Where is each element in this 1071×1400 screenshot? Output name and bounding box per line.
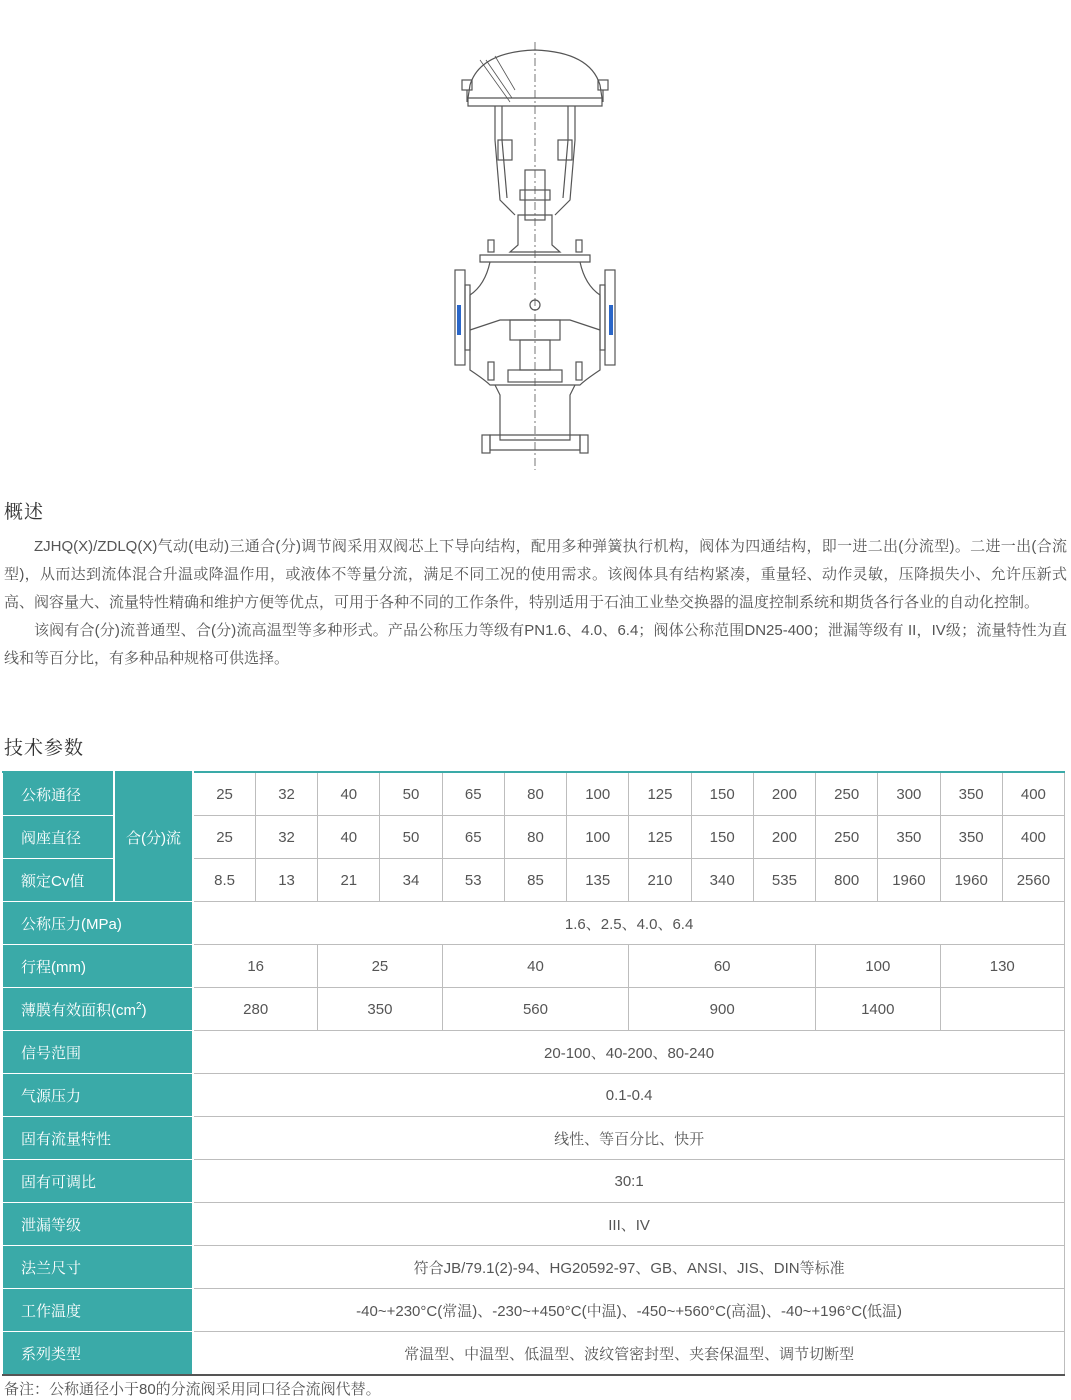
- label-diaphragm-end: ): [141, 1001, 147, 1019]
- label-seat-diameter: 阀座直径: [3, 816, 114, 859]
- value-nominal-dia: 350: [940, 772, 1002, 816]
- value-seat-dia: 250: [816, 816, 878, 859]
- value-nominal-dia: 125: [629, 772, 691, 816]
- value-seat-dia: 125: [629, 816, 691, 859]
- value-seat-dia: 400: [1002, 816, 1064, 859]
- value-stroke: 25: [318, 945, 442, 988]
- table-row: [3, 1332, 1065, 1376]
- table-row: [3, 1246, 1065, 1289]
- value-diaphragm: 1400: [816, 988, 940, 1031]
- value-cv: 21: [318, 859, 380, 902]
- value-leakage: III、IV: [193, 1203, 1064, 1246]
- value-seat-dia: 80: [504, 816, 566, 859]
- value-seat-dia: 200: [753, 816, 815, 859]
- value-cv: 2560: [1002, 859, 1064, 902]
- label-temp: 工作温度: [3, 1289, 194, 1332]
- value-nominal-dia: 50: [380, 772, 442, 816]
- table-row: [3, 1289, 1065, 1332]
- value-seat-dia: 100: [567, 816, 629, 859]
- value-nominal-dia: 150: [691, 772, 753, 816]
- value-seat-dia: 65: [442, 816, 504, 859]
- value-stroke: 130: [940, 945, 1064, 988]
- value-stroke: 60: [629, 945, 816, 988]
- overview-title: 概述: [4, 502, 45, 523]
- label-flange: 法兰尺寸: [3, 1246, 194, 1289]
- value-cv: 135: [567, 859, 629, 902]
- table-row: [3, 1160, 1065, 1203]
- table-row: [3, 772, 1065, 816]
- value-nominal-dia: 32: [255, 772, 317, 816]
- value-seat-dia: 350: [878, 816, 940, 859]
- value-nominal-dia: 400: [1002, 772, 1064, 816]
- value-flange: 符合JB/79.1(2)-94、HG20592-97、GB、ANSI、JIS、DIN等标准: [193, 1246, 1064, 1289]
- label-diaphragm-text: 薄膜有效面积(cm: [21, 1001, 136, 1019]
- label-pressure: 公称压力(MPa): [3, 902, 194, 945]
- label-signal: 信号范围: [3, 1031, 194, 1074]
- value-cv: 1960: [940, 859, 1002, 902]
- value-cv: 53: [442, 859, 504, 902]
- value-series: 常温型、中温型、低温型、波纹管密封型、夹套保温型、调节切断型: [193, 1332, 1064, 1376]
- value-seat-dia: 40: [318, 816, 380, 859]
- value-nominal-dia: 80: [504, 772, 566, 816]
- table-row: [3, 1031, 1065, 1074]
- table-row: [3, 1203, 1065, 1246]
- overview-paragraph-2: 该阀有合(分)流普通型、合(分)流高温型等多种形式。产品公称压力等级有PN1.6、4.0、6.4；阀体公称范围DN25-400；泄漏等级有 II，IV级；流量特性为直线和等百分比，有多种品种规格可供选择。: [4, 622, 1067, 667]
- value-diaphragm: [940, 988, 1064, 1031]
- label-nominal-diameter: 公称通径: [3, 772, 114, 816]
- value-nominal-dia: 200: [753, 772, 815, 816]
- value-cv: 535: [753, 859, 815, 902]
- label-air: 气源压力: [3, 1074, 194, 1117]
- table-row: [3, 1074, 1065, 1117]
- overview-paragraph-1: ZJHQ(X)/ZDLQ(X)气动(电动)三通合(分)调节阀采用双阀芯上下导向结构，配用多种弹簧执行机构，阀体为四通结构，即一进二出(分流型)。二进一出(合流型)，从而达到流体混合升温或降温作用，或液体不等量分流，满足不同工况的使用需求。该阀体具有结构紧凑，重量轻、动作灵敏，压降损失小、允许压新式高、阀容量大、流量特性精确和维护方便等优点，可用于各种不同的工作条件，特别适用于石油工业垫交换器的温度控制系统和期货各行各业的自动化控制。: [4, 538, 1067, 611]
- value-nominal-dia: 250: [816, 772, 878, 816]
- value-nominal-dia: 40: [318, 772, 380, 816]
- value-seat-dia: 350: [940, 816, 1002, 859]
- value-nominal-dia: 25: [193, 772, 255, 816]
- table-row: [3, 988, 1065, 1031]
- valve-drawing: [440, 40, 630, 470]
- value-signal: 20-100、40-200、80-240: [193, 1031, 1064, 1074]
- value-cv: 13: [255, 859, 317, 902]
- overview-text: [4, 533, 1067, 673]
- table-row: [3, 945, 1065, 988]
- value-nominal-dia: 100: [567, 772, 629, 816]
- label-diaphragm: [3, 988, 194, 1031]
- value-temp: -40~+230°C(常温)、-230~+450°C(中温)、-450~+560°C(高温)、-40~+196°C(低温): [193, 1289, 1064, 1332]
- value-flow-char: 线性、等百分比、快开: [193, 1117, 1064, 1160]
- specs-title: 技术参数: [4, 738, 85, 759]
- value-stroke: 40: [442, 945, 629, 988]
- value-diaphragm: 900: [629, 988, 816, 1031]
- table-row: [3, 1117, 1065, 1160]
- value-pressure: 1.6、2.5、4.0、6.4: [193, 902, 1064, 945]
- value-cv: 210: [629, 859, 691, 902]
- value-diaphragm: 560: [442, 988, 629, 1031]
- footnote: 备注：公称通径小于80的分流阀采用同口径合流阀代替。: [4, 1381, 381, 1398]
- value-nominal-dia: 300: [878, 772, 940, 816]
- value-seat-dia: 25: [193, 816, 255, 859]
- value-cv: 34: [380, 859, 442, 902]
- label-flow-char: 固有流量特性: [3, 1117, 194, 1160]
- label-rangeability: 固有可调比: [3, 1160, 194, 1203]
- label-series: 系列类型: [3, 1332, 194, 1376]
- value-cv: 800: [816, 859, 878, 902]
- label-cv: 额定Cv值: [3, 859, 114, 902]
- value-cv: 8.5: [193, 859, 255, 902]
- label-diaphragm-sup: 2: [136, 1000, 142, 1012]
- label-group: 合(分)流: [114, 772, 193, 902]
- value-stroke: 16: [193, 945, 317, 988]
- table-row: [3, 902, 1065, 945]
- value-cv: 340: [691, 859, 753, 902]
- value-diaphragm: 350: [318, 988, 442, 1031]
- value-stroke: 100: [816, 945, 940, 988]
- value-air: 0.1-0.4: [193, 1074, 1064, 1117]
- label-leakage: 泄漏等级: [3, 1203, 194, 1246]
- value-seat-dia: 50: [380, 816, 442, 859]
- value-diaphragm: 280: [193, 988, 317, 1031]
- value-rangeability: 30:1: [193, 1160, 1064, 1203]
- value-cv: 85: [504, 859, 566, 902]
- label-stroke: 行程(mm): [3, 945, 194, 988]
- value-seat-dia: 32: [255, 816, 317, 859]
- value-cv: 1960: [878, 859, 940, 902]
- value-seat-dia: 150: [691, 816, 753, 859]
- value-nominal-dia: 65: [442, 772, 504, 816]
- spec-table: [2, 771, 1065, 1376]
